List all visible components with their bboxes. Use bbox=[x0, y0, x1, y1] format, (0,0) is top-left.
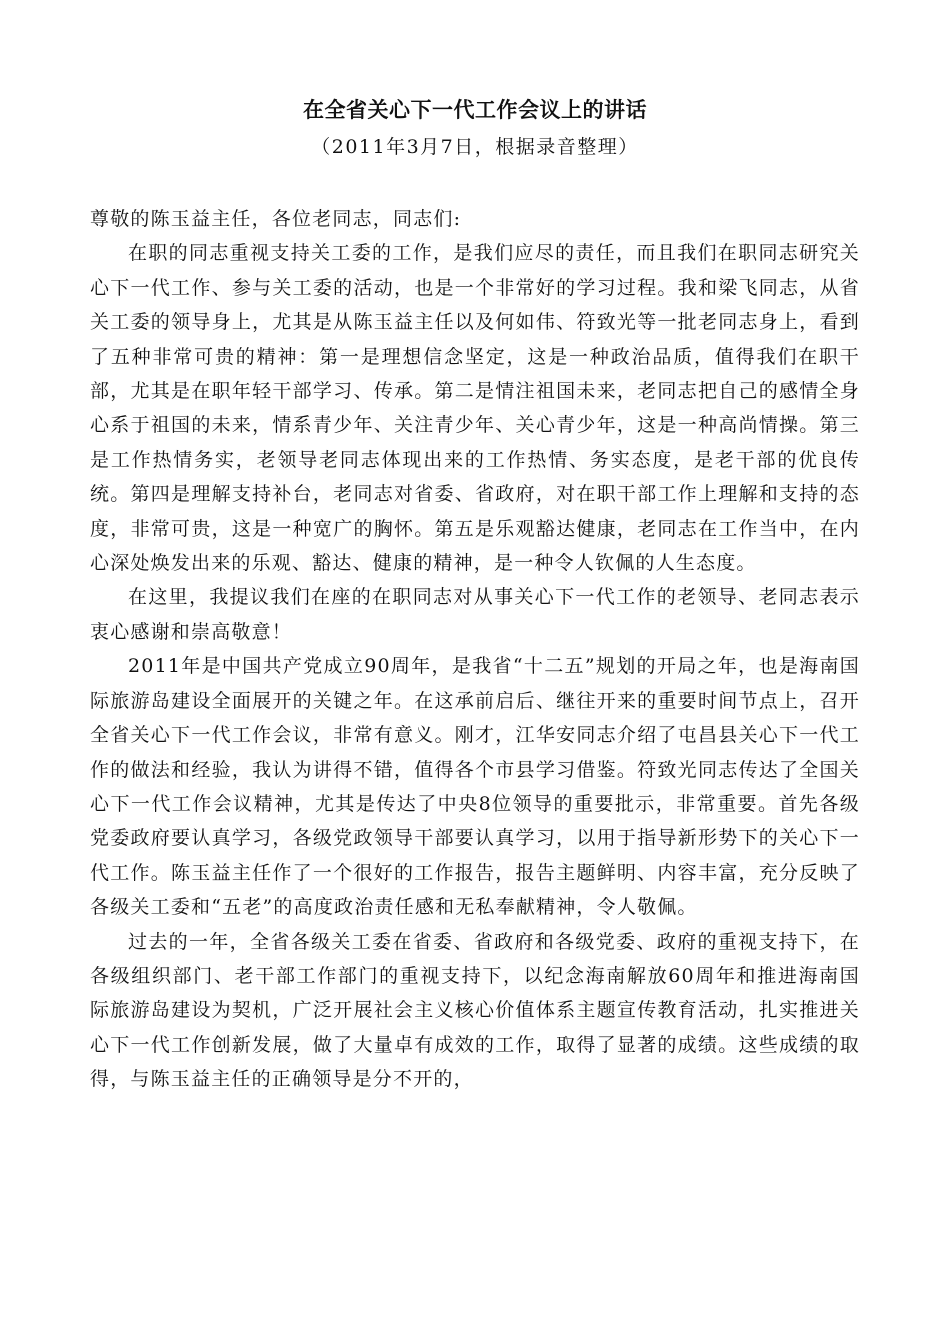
salutation: 尊敬的陈玉益主任，各位老同志，同志们: bbox=[90, 208, 462, 230]
document-title: 在全省关心下一代工作会议上的讲话 bbox=[303, 98, 647, 122]
document-body bbox=[90, 202, 860, 1097]
document-subtitle: （2011年3月7日，根据录音整理） bbox=[311, 136, 639, 158]
paragraph-3: 2011年是中国共产党成立90周年，是我省“十二五”规划的开局之年，也是海南国际旅游岛建设全面展开的关键之年。在这承前启后、继往开来的重要时间节点上，召开全省关心下一代工作会议，非常有意义。刚才，江华安同志介绍了屯昌县关心下一代工作的做法和经验，我认为讲得不错，值得各个市县学习借鉴。符致光同志传达了全国关心下一代工作会议精神，尤其是传达了中央8位领导的重要批示，非常重要。首先各级党委政府要认真学习，各级党政领导干部要认真学习，以用于指导新形势下的关心下一代工作。陈玉益主任作了一个很好的工作报告，报告主题鲜明、内容丰富，充分反映了各级关工委和“五老”的高度政治责任感和无私奉献精神，令人敬佩。 bbox=[90, 655, 860, 919]
paragraph-4: 过去的一年，全省各级关工委在省委、省政府和各级党委、政府的重视支持下，在各级组织部门、老干部工作部门的重视支持下，以纪念海南解放60周年和推进海南国际旅游岛建设为契机，广泛开展社会主义核心价值体系主题宣传教育活动，扎实推进关心下一代工作创新发展，做了大量卓有成效的工作，取得了显著的成绩。这些成绩的取得，与陈玉益主任的正确领导是分不开的， bbox=[90, 930, 860, 1091]
paragraph-1: 在职的同志重视支持关工委的工作，是我们应尽的责任，而且我们在职同志研究关心下一代工作、参与关工委的活动，也是一个非常好的学习过程。我和梁飞同志，从省关工委的领导身上，尤其是从陈玉益主任以及何如伟、符致光等一批老同志身上，看到了五种非常可贵的精神：第一是理想信念坚定，这是一种政治品质，值得我们在职干部，尤其是在职年轻干部学习、传承。第二是情注祖国未来，老同志把自己的感情全身心系于祖国的未来，情系青少年、关注青少年、关心青少年，这是一种高尚情操。第三是工作热情务实，老领导老同志体现出来的工作热情、务实态度，是老干部的优良传统。第四是理解支持补台，老同志对省委、省政府，对在职干部工作上理解和支持的态度，非常可贵，这是一种宽广的胸怀。第五是乐观豁达健康，老同志在工作当中，在内心深处焕发出来的乐观、豁达、健康的精神，是一种令人钦佩的人生态度。 bbox=[90, 242, 860, 575]
paragraph-2: 在这里，我提议我们在座的在职同志对从事关心下一代工作的老领导、老同志表示衷心感谢和崇高敬意！ bbox=[90, 586, 860, 643]
